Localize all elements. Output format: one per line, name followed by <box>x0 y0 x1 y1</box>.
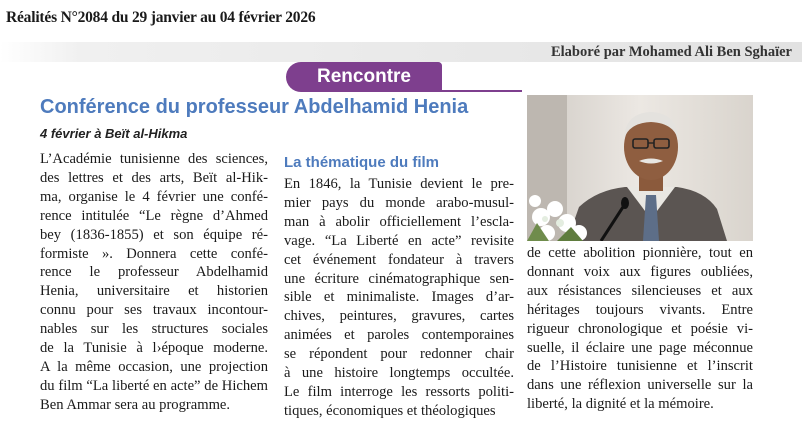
body-text-line: héritages toujours vivants. Entre <box>527 301 753 318</box>
body-text-line: de cette abolition pionnière, tout en <box>527 245 753 261</box>
speaker-portrait-image <box>527 95 753 241</box>
article-title: Conférence du professeur Abdelhamid Henia <box>40 96 469 118</box>
body-text-line: En 1846, la Tunisie devient le pre- <box>284 176 514 192</box>
body-text-line: cet événement fondateur à travers <box>284 251 514 268</box>
body-text-line: rigueur chronologique et poésie vi- <box>527 320 753 337</box>
speaker-photo <box>527 95 753 241</box>
body-text-line: tiques, économiques et théologiques <box>284 402 496 419</box>
body-text-line: une écriture cinématographique sen- <box>284 270 514 287</box>
body-text-line: L’Académie tunisienne des sciences, <box>40 151 268 167</box>
body-text-line: connu pour ses travaux incontour- <box>40 302 268 319</box>
tag-rule <box>442 90 522 92</box>
body-text-line: chives, peintures, gravures, cartes <box>284 308 514 325</box>
body-text-line: donnant voix aux figures oubliées, <box>527 263 753 280</box>
body-text-line: bey (1836-1855) et son équipe ré- <box>40 226 268 243</box>
body-text-line: Henia, universitaire et historien <box>40 283 268 300</box>
body-text-line: de l’Histoire tunisienne et l’inscrit <box>527 358 753 375</box>
section-tag: Rencontre <box>286 62 442 92</box>
body-text-line: animées et paroles contemporaines <box>284 327 514 344</box>
body-text-line: rence le professeur Abdelhamid <box>40 264 268 281</box>
issue-line: Réalités N°2084 du 29 janvier au 04 février 2026 <box>6 9 316 26</box>
body-text-line: A la même occasion, une projection <box>40 358 268 375</box>
body-text-line: à une histoire longtemps occultée. <box>284 365 514 382</box>
body-text-line: Le film interroge les ressorts politi- <box>284 383 514 400</box>
body-text-line: se répondent pour redonner chair <box>284 346 514 363</box>
section-heading: La thématique du film <box>284 154 440 171</box>
body-text-line: ma, organise le 4 février une confé- <box>40 188 268 205</box>
body-text-line: vage. “La Liberté en acte” revisite <box>284 232 514 249</box>
column-3 <box>527 244 753 414</box>
body-text-line: de la Tunisie à l›époque moderne. <box>40 340 268 357</box>
body-text-line: aux résistances silencieuses et aux <box>527 282 753 299</box>
author-line: Elaboré par Mohamed Ali Ben Sghaïer <box>550 44 792 60</box>
body-text-line: rence intitulée “Le règne d’Ahmed <box>40 207 268 224</box>
column-1 <box>40 150 268 415</box>
body-text-line: Ben Ammar sera au programme. <box>40 396 231 413</box>
body-text-line: sible et minimaliste. Images d’ar- <box>284 289 514 306</box>
body-text-line: mier pays du monde arabo-musul- <box>284 194 514 211</box>
body-text-line: nables sur les structures sociales <box>40 321 268 338</box>
body-text-line: liberté, la dignité et la mémoire. <box>527 396 714 413</box>
body-text-line: du film “La liberté en acte” de Hichem <box>40 377 268 394</box>
body-text-line: des lettres et des arts, Beït al-Hik- <box>40 169 268 186</box>
column-2 <box>284 175 514 421</box>
body-text-line: dans une réflexion universelle sur la <box>527 377 753 394</box>
body-text-line: formiste ». Donnera cette confé- <box>40 245 268 262</box>
article-subtitle: 4 février à Beït al-Hikma <box>40 126 188 141</box>
body-text-line: suelle, il éclaire une page méconnue <box>527 339 753 356</box>
body-text-line: man à abolir officiellement l’escla- <box>284 213 514 230</box>
